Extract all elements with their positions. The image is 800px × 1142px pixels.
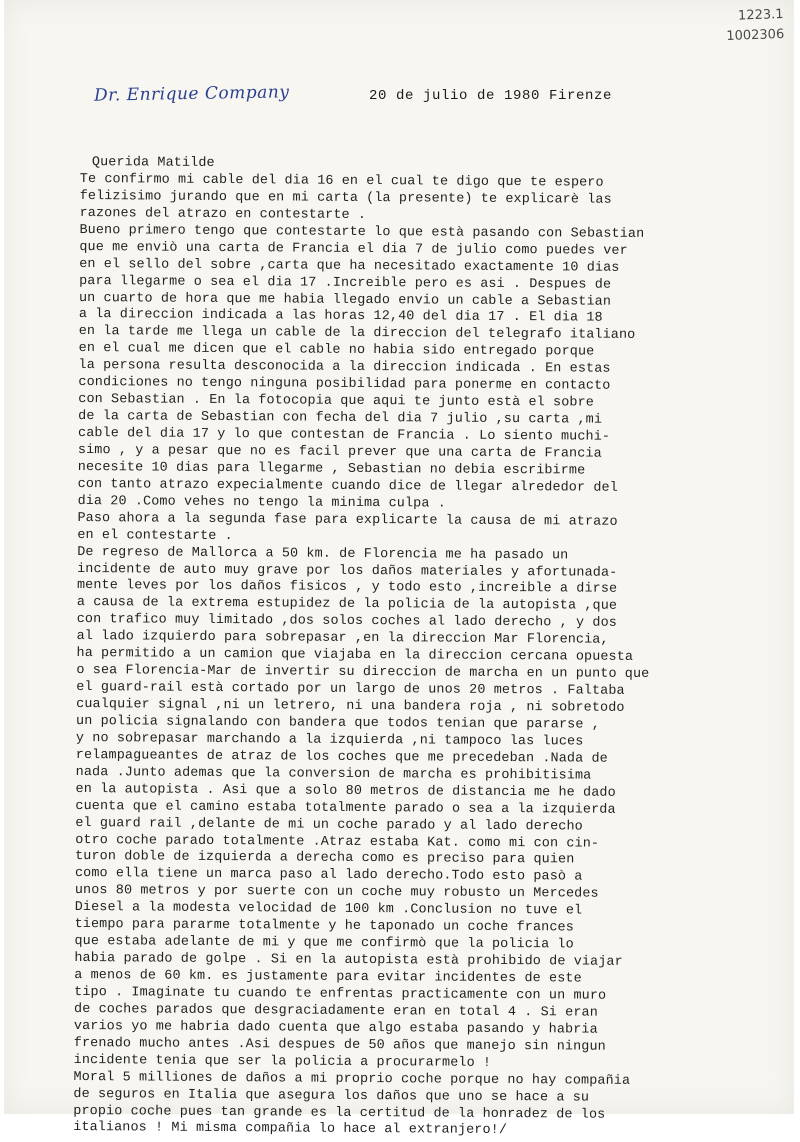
- archive-reference: [725, 5, 784, 47]
- text-line: a la direccion indicada a las horas 12,40 del dia 17 . El dia 18: [78, 307, 603, 327]
- text-line: cuenta que el camino estaba totalmente parado o sea a la izquierda: [75, 798, 616, 818]
- text-line: en el contestarte .: [77, 527, 233, 544]
- text-line: razones del atrazo en contestarte .: [79, 205, 367, 223]
- text-line: condiciones no tengo ninguna posibilidad para ponerme en contacto: [78, 375, 611, 394]
- text-line: un cuarto de hora que me habia llegado envio un cable a Sebastian: [78, 290, 612, 310]
- text-line: Paso ahora a la segunda fase para explicarte la causa de mi atrazo: [77, 510, 618, 530]
- text-line: con tanto atrazo expecialmente cuando dice de llegar alrededor del: [77, 476, 619, 496]
- text-line: turon doble de izquierda a derecha como es preciso para quien: [75, 849, 575, 868]
- text-line: mente leves por los daños fisicos , y todo esto ,increible a dirse: [76, 578, 618, 598]
- text-line: para llegarme o sea el dia 17 .Increible pero es asi . Despues de: [79, 273, 612, 293]
- text-line: con Sebastian . En la fotocopia que aqui te junto està el sobre: [78, 392, 595, 411]
- text-line: la persona resulta desconocida a la direccion indicada . En estas: [78, 358, 611, 377]
- text-line: o sea Florencia-Mar de invertir su direccion de marcha en un punto que: [76, 663, 650, 683]
- text-line: cable del dia 17 y lo que contestan de Francia . Lo siento muchi-: [78, 425, 611, 445]
- text-line: tipo . Imaginate tu cuando te enfrentas practicamente con un muro: [74, 984, 607, 1004]
- text-line: en la tarde me llega un cable de la direccion del telegrafo italiano: [78, 324, 636, 344]
- text-line: al lado izquierdo para sobrepasar ,en la direccion Mar Florencia,: [76, 629, 609, 648]
- text-line: a causa de la extrema estupidez de la policia de la autopista ,que: [76, 595, 618, 615]
- salutation: Querida Matilde: [91, 155, 215, 171]
- text-line: un policia signalando con bandera que todos tenian que pararse ,: [75, 713, 600, 733]
- text-line: relampagueantes de atraz de los coches que me precedeban .Nada de: [75, 747, 608, 767]
- text-line: y no sobrepasar marchando a la izquierda ,ni tampoco las luces: [75, 730, 584, 750]
- text-line: otro coche parado totalmente .Atraz estaba Kat. como mi con cin-: [75, 832, 600, 852]
- text-line: el guard rail ,delante de mi un coche parado y al lado derecho: [75, 815, 583, 835]
- text-line: dia 20 .Como vehes no tengo la minima culpa .: [77, 493, 446, 512]
- text-line: Bueno primero tengo que contestarte lo que està pasando con Sebastian: [79, 222, 645, 242]
- text-line: en la autopista . Asi que a solo 80 metros de distancia me he dado: [75, 781, 616, 801]
- archive-reference-line-1: 1223.1: [737, 7, 784, 24]
- text-line: italianos ! Mi misma compañia lo hace al extranjero!/: [73, 1120, 508, 1139]
- text-line: a menos de 60 km. es justamente para evitar incidentes de este: [74, 967, 582, 987]
- text-line: Moral 5 milliones de daños a mi proprio coche porque no hay compañia: [73, 1069, 631, 1089]
- text-line: incidente tenia que ser la policia a procurarmelo !: [73, 1052, 492, 1071]
- text-line: felizisimo jurando que en mi carta (la presente) te explicarè las: [79, 188, 612, 208]
- text-line: tiempo para pararme totalmente y he taponado un coche frances: [74, 917, 574, 936]
- text-line: incidente de auto muy grave por los daños materiales y afortunada-: [77, 561, 618, 581]
- text-line: en el cual me dicen que el cable no habia sido entregado porque: [78, 341, 595, 360]
- text-line: cualquier signal ,ni un letrero, ni una bandera roja , ni sobretodo: [76, 696, 625, 716]
- dateline: 20 de julio de 1980 Firenze: [369, 88, 613, 104]
- text-line: propio coche pues tan grande es la certitud de la honradez de los: [73, 1103, 606, 1123]
- text-line: Te confirmo mi cable del dia 16 en el cual te digo que te espero: [79, 171, 604, 191]
- text-line: habia parado de golpe . Si en la autopista està prohibido de viajar: [74, 951, 623, 970]
- text-line: que estaba adelante de mi y que me confirmò que la policia lo: [74, 934, 574, 953]
- letter-body: [73, 155, 720, 1142]
- text-line: ha permitido a un camion que viajaba en la direccion cercana opuesta: [76, 646, 634, 666]
- text-line: el guard-rail està cortado por un largo de unos 20 metros . Faltaba: [76, 680, 625, 699]
- text-line: nada .Junto ademas que la conversion de marcha es prohibitisima: [75, 764, 592, 784]
- letterhead-stamp: Dr. Enrique Company: [93, 82, 290, 106]
- text-line: necesite 10 dias para llegarme , Sebastian no debia escribirme: [77, 459, 586, 479]
- text-line: de seguros en Italia que asegura los daños que uno se hace a su: [73, 1086, 590, 1106]
- text-line: simo , y a pesar que no es facil prever que una carta de Francia: [77, 442, 602, 462]
- text-line: frenado mucho antes .Asi despues de 50 años que manejo sin ningun: [73, 1035, 606, 1055]
- text-line: que me enviò una carta de Francia el dia 7 de julio como puedes ver: [79, 239, 628, 259]
- text-line: de coches parados que desgraciadamente eran en total 4 . Si eran: [73, 1001, 598, 1021]
- text-line: con trafico muy limitado ,dos solos coches al lado derecho , y dos: [76, 612, 618, 632]
- archive-reference-line-2: 1002306: [726, 26, 785, 45]
- text-line: varios yo me habria dado cuenta que algo estaba pasando y habria: [73, 1018, 598, 1038]
- letter-page: [4, 0, 794, 1139]
- text-line: De regreso de Mallorca a 50 km. de Florencia me ha pasado un: [77, 544, 569, 563]
- text-line: como ella tiene un marca paso al lado derecho.Todo esto pasò a: [74, 866, 583, 885]
- text-line: en el sello del sobre ,carta que ha necesitado exactamente 10 dias: [79, 256, 620, 276]
- text-line: unos 80 metros y por suerte con un coche muy robusto un Mercedes: [74, 883, 599, 902]
- text-line: Diesel a la modesta velocidad de 100 km .Conclusion no tuve el: [74, 900, 583, 919]
- text-line: de la carta de Sebastian con fecha del dia 7 julio ,su carta ,mi: [78, 409, 603, 428]
